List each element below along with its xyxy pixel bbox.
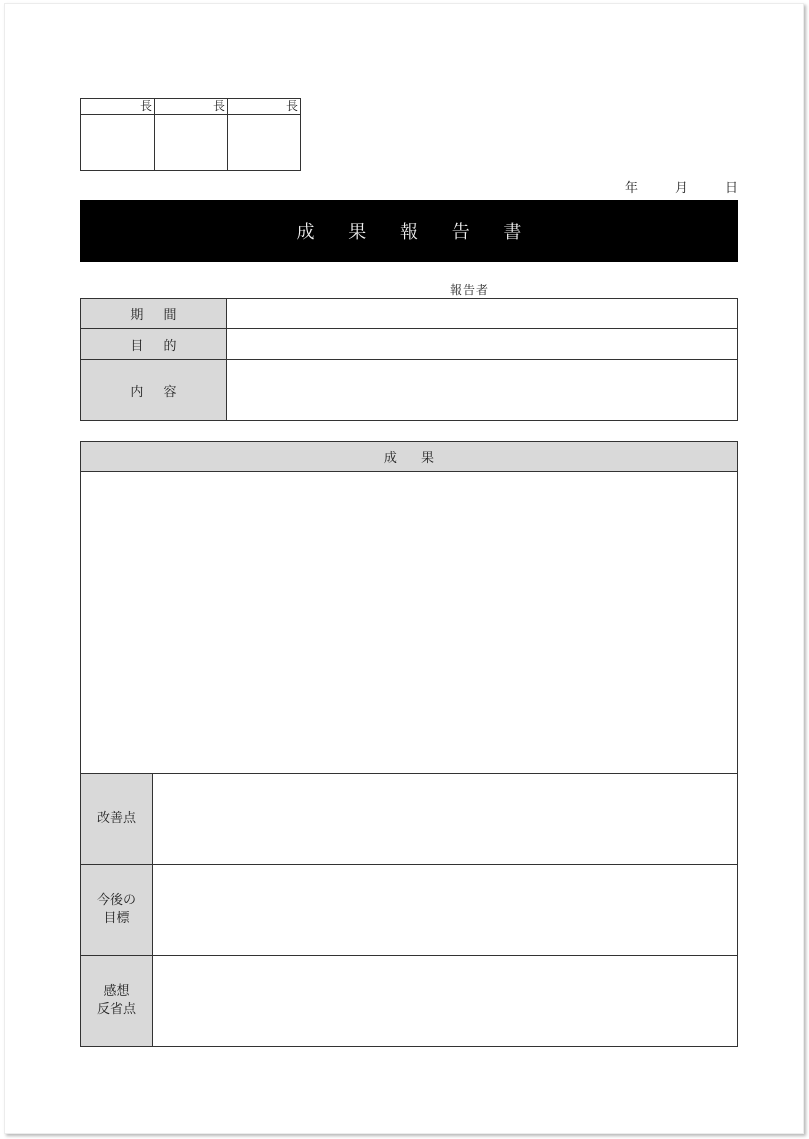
document-title: 成 果 報 告 書 — [296, 222, 536, 243]
approval-stamp-boxes — [80, 98, 301, 171]
review-row-future-goals — [81, 865, 738, 956]
info-row-content — [81, 360, 738, 421]
reporter-label: 報告者 — [450, 283, 490, 297]
label-line: 感想 — [103, 984, 130, 999]
label-line: 今後の — [96, 893, 136, 908]
reflections-label — [81, 956, 153, 1047]
review-row-improvements — [81, 774, 738, 865]
results-field[interactable] — [81, 472, 738, 774]
future-goals-label — [81, 865, 153, 956]
approval-stamp-label: 長 — [155, 99, 227, 115]
date-day-label: 日 — [724, 181, 738, 196]
date-year-label: 年 — [625, 181, 639, 196]
date-month-label: 月 — [674, 181, 688, 196]
results-header: 成 果 — [81, 442, 738, 472]
document-title-bar — [80, 200, 738, 262]
content-label: 内 容 — [81, 360, 227, 421]
improvements-label — [81, 774, 153, 865]
approval-stamp-area[interactable] — [155, 115, 227, 170]
purpose-label: 目 的 — [81, 329, 227, 360]
future-goals-field[interactable] — [153, 865, 738, 956]
content-field[interactable] — [227, 360, 738, 421]
reflections-field[interactable] — [153, 956, 738, 1047]
label-line: 反省点 — [96, 1002, 136, 1017]
approval-stamp-1[interactable] — [81, 99, 154, 170]
improvements-field[interactable] — [153, 774, 738, 865]
info-table — [80, 298, 738, 421]
document-page — [4, 3, 804, 1134]
results-header-row — [81, 442, 738, 472]
info-row-purpose — [81, 329, 738, 360]
approval-stamp-label: 長 — [81, 99, 154, 115]
date-field[interactable] — [625, 177, 738, 196]
period-field[interactable] — [227, 299, 738, 329]
info-row-period — [81, 299, 738, 329]
approval-stamp-label: 長 — [228, 99, 300, 115]
purpose-field[interactable] — [227, 329, 738, 360]
period-label: 期 間 — [81, 299, 227, 329]
approval-stamp-3[interactable] — [227, 99, 300, 170]
label-line: 目標 — [103, 911, 130, 926]
results-body-row — [81, 472, 738, 774]
approval-stamp-2[interactable] — [154, 99, 227, 170]
results-table — [80, 441, 738, 1047]
approval-stamp-area[interactable] — [228, 115, 300, 170]
approval-stamp-area[interactable] — [81, 115, 154, 170]
review-row-reflections — [81, 956, 738, 1047]
label-line: 改善点 — [96, 811, 136, 826]
